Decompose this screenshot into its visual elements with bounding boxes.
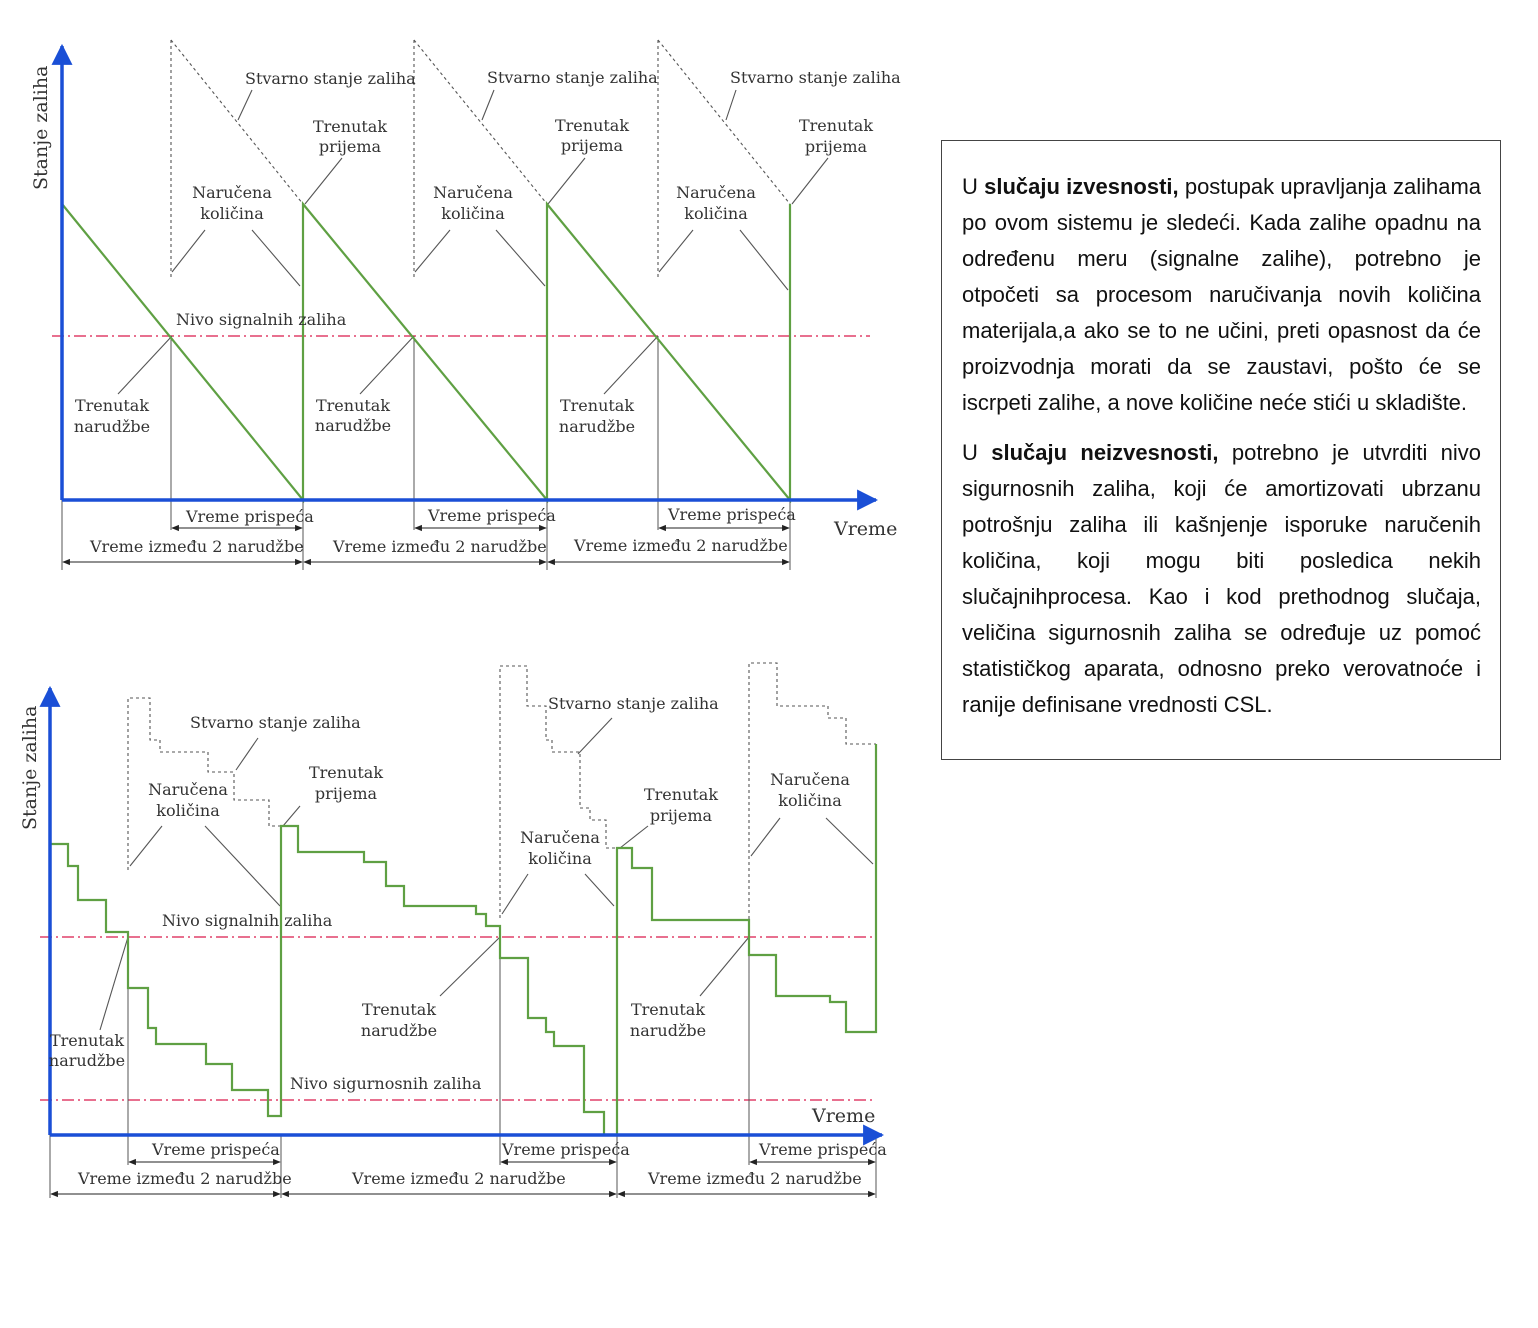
certainty-prefix: U [962,174,985,199]
bottom-order-label: Trenutak [361,1000,437,1019]
certainty-heading: slučaju izvesnosti, [984,174,1179,199]
bottom-order-label: Trenutak [630,1000,706,1019]
explanation-text-box [941,140,1501,760]
bottom-ordered-label: Naručena [148,780,228,799]
certainty-body: postupak upravljanja zalihama po ovom sistemu je sledeći. Kada zalihe opadnu na određenu meru (signalne zalihe), potrebno je otpočeti sa procesom naručivanja novih količina materijala,a ako se to ne učini, preti opasnost da će proizvodnja morati da se zaustavi, pošto će se iscrpeti zalihe, a nove količine neće stići u skladište. [962,174,1482,415]
top-diagram [30,40,901,570]
bottom-order-label: narudžbe [48,1051,126,1070]
uncertainty-heading: slučaju neizvesnosti, [991,440,1219,465]
top-actual-stock-label: Stvarno stanje zaliha [730,68,901,87]
top-actual-stock-label: Stvarno stanje zaliha [487,68,658,87]
top-receipt-label: prijema [804,137,868,156]
top-between-orders-label: Vreme između 2 narudžbe [574,536,788,555]
top-order-label: Trenutak [559,396,635,415]
bottom-signal-level-label: Nivo signalnih zaliha [162,911,333,930]
certainty-paragraph [962,169,1481,421]
top-order-label: narudžbe [314,416,392,435]
bottom-actual-stock-label: Stvarno stanje zaliha [190,713,361,732]
bottom-safety-level-label: Nivo sigurnosnih zaliha [290,1074,482,1093]
bottom-ordered-label: Naručena [770,770,850,789]
top-receipt-label: Trenutak [798,116,874,135]
top-actual-stock-label: Stvarno stanje zaliha [245,69,416,88]
bottom-receipt-label: Trenutak [643,785,719,804]
bottom-ordered-label: količina [156,801,220,820]
top-ordered-label: Naručena [192,183,272,202]
top-y-axis-label: Stanje zaliha [30,65,52,190]
uncertainty-paragraph [962,435,1481,723]
top-order-label: narudžbe [558,417,636,436]
top-lead-time-label: Vreme prispeća [428,506,556,525]
uncertainty-prefix: U [962,440,992,465]
top-drop-lines [62,336,790,570]
bottom-lead-time-label: Vreme prispeća [152,1140,280,1159]
top-receipt-label: Trenutak [312,117,388,136]
bottom-receipt-label: prijema [314,784,378,803]
top-order-label: Trenutak [74,396,150,415]
bottom-order-label: narudžbe [360,1021,438,1040]
bottom-between-orders-label: Vreme između 2 narudžbe [648,1169,862,1188]
bottom-lead-time-label: Vreme prispeća [502,1140,630,1159]
top-lead-time-label: Vreme prispeća [186,507,314,526]
top-x-axis-label: Vreme [834,518,898,540]
top-lead-time-label: Vreme prispeća [668,505,796,524]
top-order-label: narudžbe [73,417,151,436]
bottom-between-orders-label: Vreme između 2 narudžbe [352,1169,566,1188]
bottom-ordered-label: količina [778,791,842,810]
bottom-ordered-label: količina [528,849,592,868]
bottom-actual-stock-dashed [128,663,876,937]
bottom-order-label: Trenutak [49,1031,125,1050]
bottom-ordered-label: Naručena [520,828,600,847]
top-receipt-label: prijema [318,137,382,156]
bottom-x-axis-label: Vreme [812,1105,876,1127]
top-receipt-label: prijema [560,136,624,155]
top-between-orders-label: Vreme između 2 narudžbe [90,537,304,556]
bottom-between-orders-label: Vreme između 2 narudžbe [78,1169,292,1188]
bottom-order-label: narudžbe [629,1021,707,1040]
bottom-diagram [19,663,887,1198]
top-ordered-label: količina [684,204,748,223]
top-ordered-label: Naručena [433,183,513,202]
top-order-label: Trenutak [315,396,391,415]
top-between-orders-label: Vreme između 2 narudžbe [333,537,547,556]
top-ordered-label: količina [200,204,264,223]
bottom-pointer-lines [100,718,873,1030]
bottom-receipt-label: prijema [649,806,713,825]
bottom-y-axis-label: Stanje zaliha [19,705,41,830]
top-pointer-lines [118,90,828,394]
bottom-lead-time-label: Vreme prispeća [759,1140,887,1159]
top-ordered-label: količina [441,204,505,223]
bottom-receipt-label: Trenutak [308,763,384,782]
top-signal-level-label: Nivo signalnih zaliha [176,310,347,329]
top-ordered-label: Naručena [676,183,756,202]
uncertainty-body: potrebno je utvrditi nivo sigurnosnih zaliha, koji će amortizovati ubrzanu potrošnju zaliha ili kašnjenje isporuke naručenih količina, koji mogu biti posledica nekih slučajnihprocesa. Kao i kod prethodnog slučaja, veličina sigurnosnih zaliha se određuje uz pomoć statističkog aparata, odnosno preko verovatnoće i ranije definisane vrednosti CSL. [962,440,1482,717]
top-receipt-label: Trenutak [554,116,630,135]
bottom-actual-stock-label: Stvarno stanje zaliha [548,694,719,713]
